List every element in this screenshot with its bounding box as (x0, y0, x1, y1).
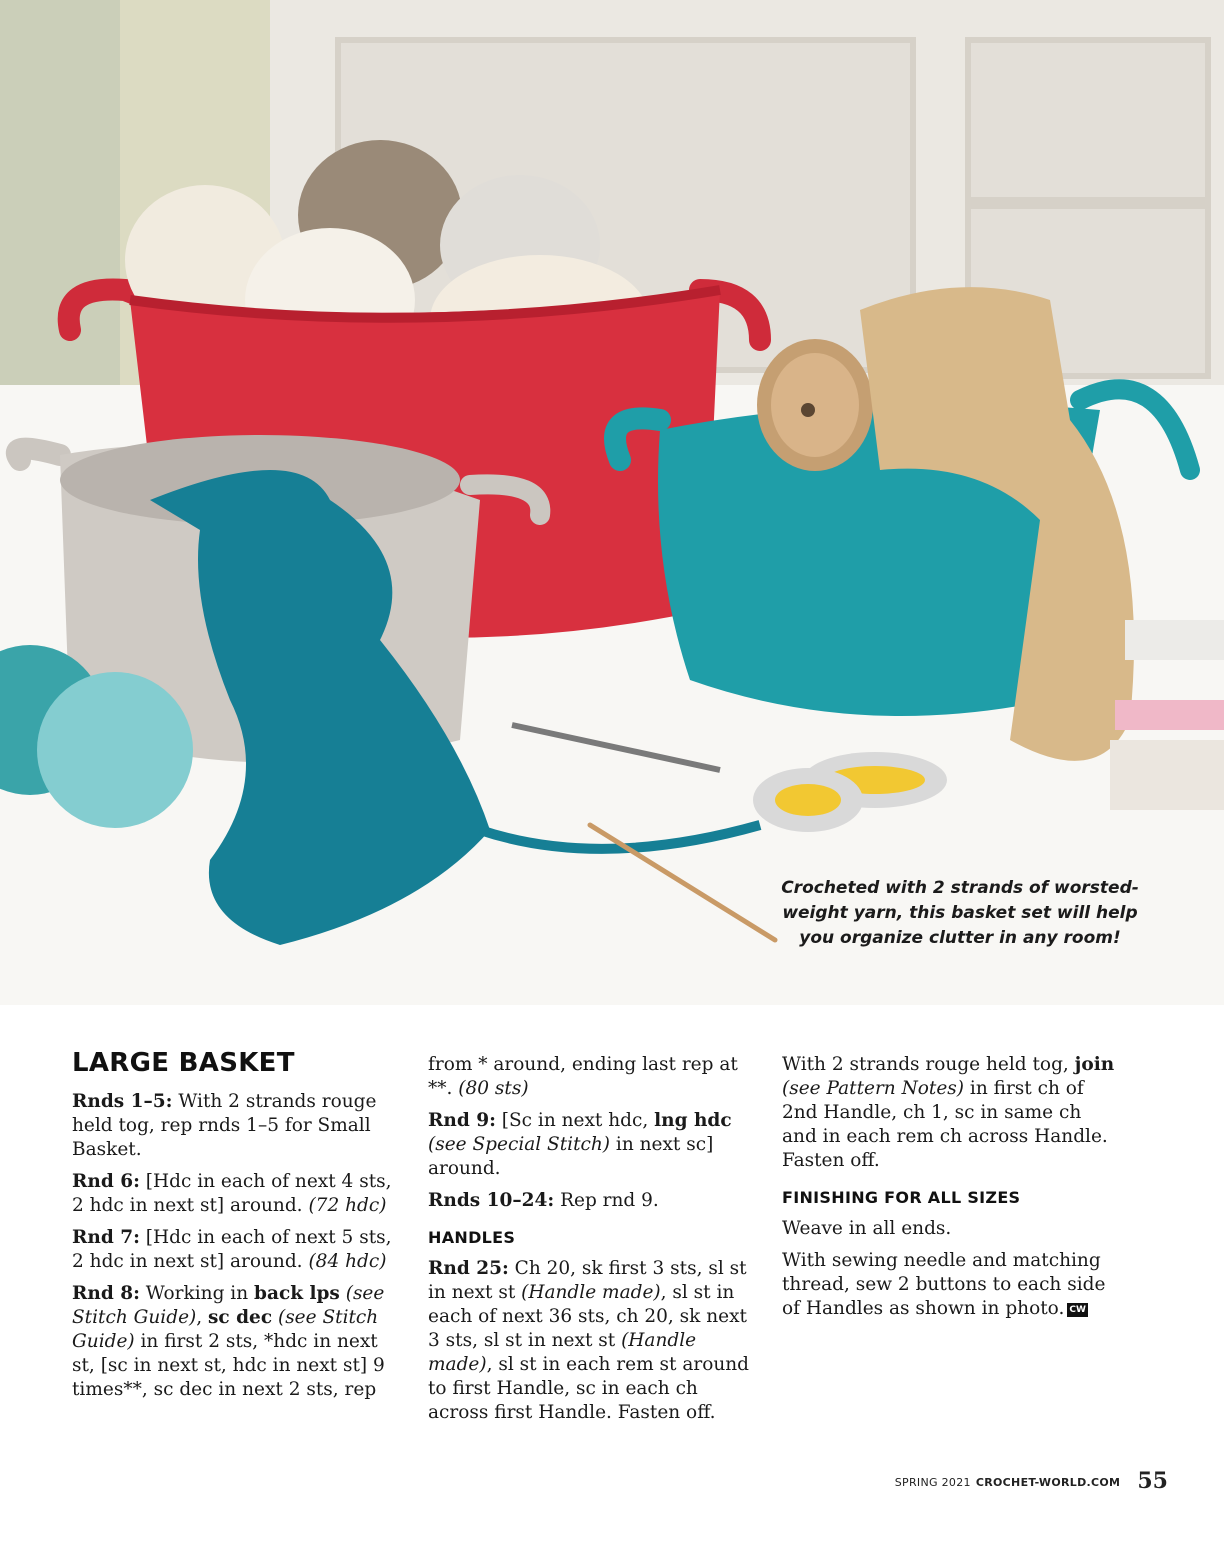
subheading-handles: HANDLES (428, 1228, 516, 1247)
instruction-rnd-8: Rnd 8: Working in back lps (see Stitch Guide), sc dec (see Stitch Guide) in first 2 sts, *hdc in next st, [sc in next st, hdc in next st] 9 times**, sc dec in next 2 sts, rep (72, 1283, 385, 1400)
instruction-sew: With sewing needle and matching thread, sew 2 buttons to each side of Handles as shown in photo. CW (782, 1250, 1106, 1319)
column-3 (782, 1053, 1117, 1329)
issue-label: SPRING 2021 (894, 1476, 971, 1489)
instruction-join-handle: With 2 strands rouge held tog, join (see Pattern Notes) in first ch of 2nd Handle, ch 1, sc in same ch and in each rem ch across Handle. Fasten off. (782, 1054, 1115, 1171)
photo-caption: Crocheted with 2 strands of worsted-weight yarn, this basket set will help you organize clutter in any room! (781, 878, 1139, 948)
instruction-rnds-1-5: Rnds 1–5: With 2 strands rouge held tog, rep rnds 1–5 for Small Basket. (72, 1091, 377, 1160)
subheading-finishing: FINISHING FOR ALL SIZES (782, 1188, 1021, 1207)
instruction-rnds-10-24: Rnds 10–24: Rep rnd 9. (428, 1190, 659, 1211)
column-1 (72, 1046, 397, 1410)
column-2 (428, 1053, 763, 1433)
page-footer (895, 1468, 1168, 1494)
page-number: 55 (1137, 1468, 1168, 1494)
instruction-rnd-8-continued: from * around, ending last rep at **. (80 sts) (428, 1054, 738, 1099)
section-heading-large-basket: LARGE BASKET (72, 1048, 295, 1078)
instruction-weave: Weave in all ends. (782, 1218, 952, 1239)
instruction-rnd-25: Rnd 25: Ch 20, sk first 3 sts, sl st in next st (Handle made), sl st in each of next 36 sts, ch 20, sk next 3 sts, sl st in next st (Handle made), sl st in each rem st around to first Handle, sc in each ch across first Handle. Fasten off. (428, 1258, 750, 1423)
end-mark-icon: CW (1069, 1305, 1086, 1315)
instruction-rnd-6: Rnd 6: [Hdc in each of next 4 sts, 2 hdc in next st] around. (72 hdc) (72, 1171, 392, 1216)
instruction-rnd-9: Rnd 9: [Sc in next hdc, lng hdc (see Special Stitch) in next sc] around. (428, 1110, 732, 1179)
instruction-rnd-7: Rnd 7: [Hdc in each of next 5 sts, 2 hdc in next st] around. (84 hdc) (72, 1227, 392, 1272)
website-label: CROCHET-WORLD.COM (975, 1476, 1121, 1489)
